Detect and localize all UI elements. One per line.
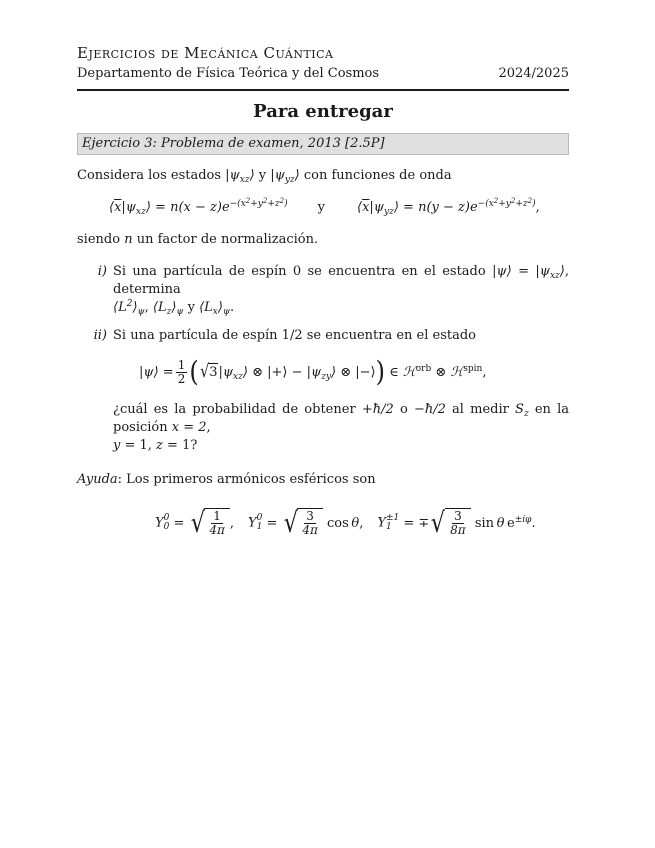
header-rule	[77, 89, 569, 91]
state-psi-xz: $|\psi_{xz}⟩$	[225, 168, 255, 185]
section-title: Para entregar	[253, 101, 393, 122]
expectation-values: $⟨L^2⟩_\psi$, $⟨L_z⟩_\psi$	[113, 299, 184, 317]
item-ii	[77, 327, 569, 345]
state-psi-yz: $|\psi_{yz}⟩$	[270, 168, 300, 185]
item-i-label: i)	[97, 264, 107, 279]
exercise-intro: Considera los estados $|\psi_{xz}⟩$ y $|\psi_{yz}⟩$ con funciones de onda	[77, 168, 452, 185]
header-row	[77, 65, 569, 83]
hint-label: Ayuda	[77, 472, 118, 487]
item-i-body: Si una partícula de espín 0 se encuentra en el estado |ψ⟩ = $|\psi_{xz}⟩$, determina $⟨L^2⟩_\psi$, $⟨L_z⟩_\psi$ y $⟨L_x⟩_\psi$.	[113, 264, 569, 317]
department-name: Departamento de Física Teórica y del Cosmos	[77, 66, 380, 81]
course-title: Ejercicios de Mecánica Cuántica	[77, 44, 334, 62]
academic-year: 2024/2025	[498, 66, 569, 81]
normalization-note: siendo n un factor de normalización.	[77, 232, 319, 247]
wavefunction-xz: $⟨\overline{x}|\psi_{xz}⟩ = n(x - z)e^{-(x^2+y^2+z^2)}$	[109, 196, 288, 217]
wavefunction-yz: $⟨\overline{x}|\psi_{yz}⟩ = n(y - z)e^{-(x^2+y^2+z^2)}$,	[357, 196, 540, 217]
exercise-heading: Ejercicio 3: Problema de examen, 2013 [2.5P]	[77, 133, 569, 155]
spherical-harmonics: Y 0 0 = √ $\frac{1}{4\pi}$ , Y 0 1 = √ $\frac{3}{4\pi}$ cos θ, Y ±1 1 = ∓ √ $\frac{3}{8\pi}$ sin θ $e^{\pm i\varphi}$.	[155, 506, 536, 539]
equation-connector: y	[317, 199, 325, 215]
item-i	[77, 263, 569, 317]
wavefunction-equations	[77, 197, 569, 217]
document-page	[77, 44, 569, 543]
item-ii-question: ¿cuál es la probabilidad de obtener +ħ/2 o −ħ/2 al medir $S_z$ en la posición x = 2, y = 1, z = 1?	[113, 402, 570, 453]
spin-state-equation: |ψ⟩ = $\frac{1}{2}$ ( √ 3 $|\psi_{xz}⟩$ ⊗ |+⟩ − $|\psi_{zy}⟩$ ⊗ |−⟩ ) ∈ ℋ$^{orb}$ ⊗ ℋ$^{spin}$,	[139, 355, 487, 389]
item-ii-body: Si una partícula de espín 1/2 se encuentra en el estado	[113, 328, 477, 343]
hint: Ayuda: Los primeros armónicos esféricos son	[77, 472, 376, 487]
item-ii-label: ii)	[93, 328, 107, 343]
